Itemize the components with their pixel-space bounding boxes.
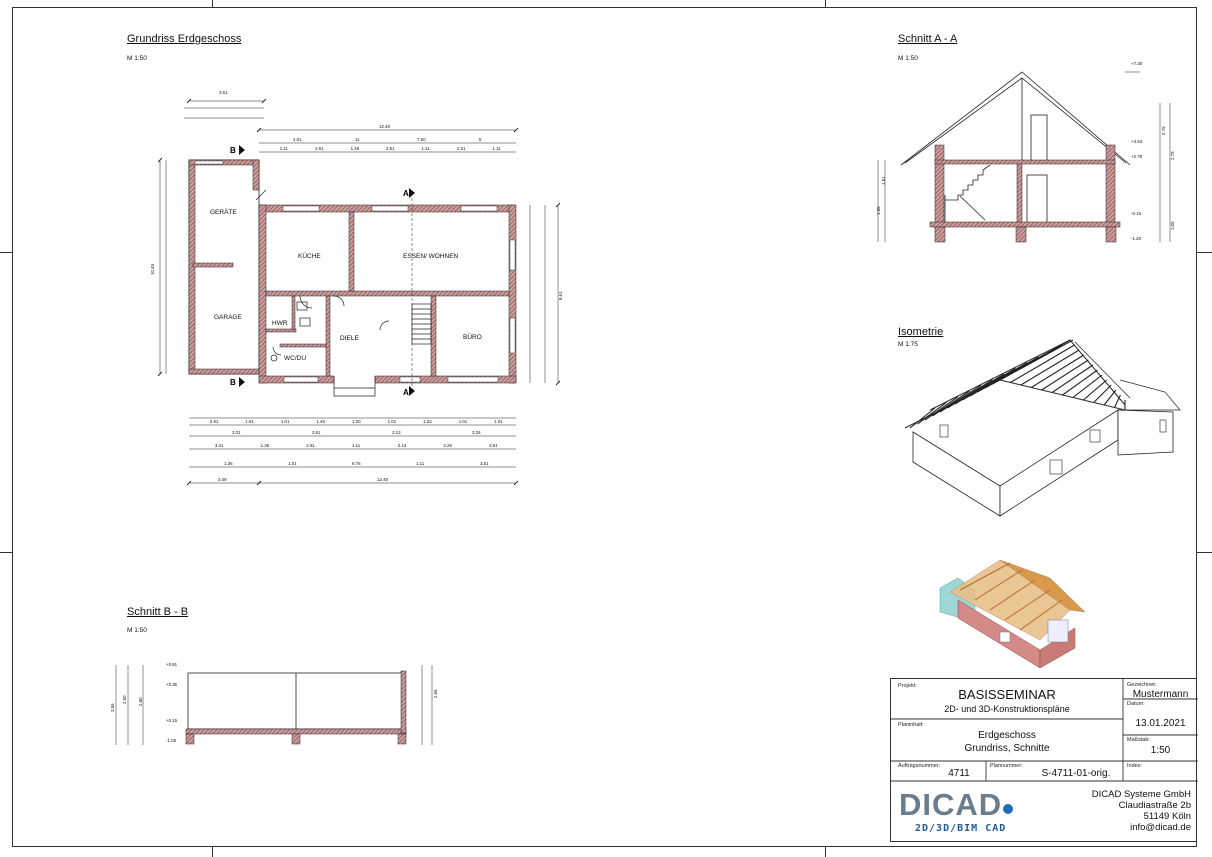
dicad-logo: DICAD <box>899 787 1003 822</box>
gezeichnet-label: Gezeichnet: <box>1127 682 1157 688</box>
dimension-label: 1.11 <box>416 461 425 466</box>
planinhalt-line1: Erdgeschoss <box>978 730 1036 741</box>
dimension-label: 1.24 <box>423 419 432 424</box>
dimension-label: 5 <box>479 137 482 142</box>
floorplan-title: Grundriss Erdgeschoss <box>127 33 242 45</box>
massstab-label: Maßstab: <box>1127 737 1150 743</box>
dim-bottom-garage: 3.49 <box>218 477 227 482</box>
dimension-label: 7.60 <box>417 137 426 142</box>
dimension-label: 1.11 <box>421 146 430 151</box>
section-aa-dimension: 1.81 <box>881 176 886 185</box>
dimension-label: 2.13 <box>392 430 401 435</box>
section-bb-dimension: +0.81 <box>166 662 178 667</box>
logo-dot-icon <box>1003 804 1013 814</box>
title-block <box>890 678 1197 842</box>
projekt-label: Projekt: <box>898 683 917 689</box>
projekt-subtitle: 2D- und 3D-Konstruktionspläne <box>944 704 1070 714</box>
section-bb-dimension: +0.35 <box>166 682 178 687</box>
dimension-label: 1.46 <box>350 146 360 151</box>
section-mark-b-top: B <box>230 146 236 155</box>
room-label-wcdu: WC/DU <box>284 355 307 362</box>
room-label-kueche: KÜCHE <box>298 253 321 260</box>
dimension-label: 1.36 <box>224 461 233 466</box>
section-aa-dimension: +2.78 <box>1131 154 1143 159</box>
dimension-label: 3.31 <box>214 443 224 448</box>
dim-top-total: 12.49 <box>379 124 390 129</box>
dimension-label: 1.01 <box>458 419 468 424</box>
section-aa-dimension: +7.35 <box>1131 61 1143 66</box>
section-aa-dimension: -0.15 <box>1131 211 1142 216</box>
dimension-label: 11 <box>355 137 360 142</box>
isometry-scale: M 1:75 <box>898 341 918 348</box>
section-aa-dimension: 1.55 <box>876 206 881 215</box>
planinhalt-label: Planinhalt: <box>898 722 924 728</box>
section-aa-dimension: 1.05 <box>1170 221 1175 230</box>
section-bb-title: Schnitt B - B <box>127 606 189 618</box>
dimension-label: 2.51 <box>315 146 324 151</box>
room-label-geraete: GERÄTE <box>210 209 237 216</box>
company-street: Claudiastraße 2b <box>1118 800 1191 811</box>
index-label: Index: <box>1127 763 1142 769</box>
dimension-label: 2.13 <box>397 443 407 448</box>
dimension-label: 1.11 <box>352 443 361 448</box>
room-label-diele: DIELE <box>340 335 359 342</box>
dimension-label: 2.26 <box>443 443 452 448</box>
dimension-label: 1.11 <box>279 146 288 151</box>
room-label-essen: ESSEN/ WOHNEN <box>403 253 459 260</box>
section-bb-dimension: 2.66 <box>433 689 438 698</box>
dimension-label: 2.61 <box>312 430 321 435</box>
section-aa-dimension: 2.75 <box>1170 151 1175 160</box>
dimension-label: 3.31 <box>232 430 241 435</box>
plannummer-value: S-4711-01-orig. <box>1041 768 1111 779</box>
section-bb-dimension: -1.05 <box>166 738 177 743</box>
gezeichnet-value: Mustermann <box>1132 689 1189 700</box>
section-aa-title: Schnitt A - A <box>898 33 958 45</box>
section-aa-dimension: 2.75 <box>1161 126 1166 135</box>
dimension-label: 3.51 <box>480 461 489 466</box>
dim-left-total: 10.49 <box>150 264 155 275</box>
section-aa-dimension: -1.20 <box>1131 236 1142 241</box>
datum-value: 13.01.2021 <box>1135 718 1186 729</box>
massstab-value: 1:50 <box>1150 745 1171 756</box>
section-bb-scale: M 1:50 <box>127 627 147 634</box>
dimension-label: 1.46 <box>316 419 325 424</box>
section-bb-dimension: 2.50 <box>138 697 143 706</box>
dimension-label: 1.01 <box>280 419 290 424</box>
section-aa-dimension: +3.53 <box>1131 139 1143 144</box>
dimension-label: 2.51 <box>209 419 219 424</box>
dimension-label: 2.51 <box>306 443 315 448</box>
dicad-logo-sub: 2D/3D/BIM CAD <box>915 823 1007 834</box>
room-label-buero: BÜRO <box>463 334 482 341</box>
section-mark-b-bottom: B <box>230 378 236 387</box>
plannummer-label: Plannummer: <box>990 763 1023 769</box>
dimension-label: 1.01 <box>494 419 503 424</box>
section-bb-dimension: 3.56 <box>110 703 115 712</box>
dimension-label: 3.51 <box>489 443 498 448</box>
section-bb-dimension: 2.50 <box>122 695 127 704</box>
planinhalt-line2: Grundriss, Schnitte <box>964 743 1050 754</box>
company-name: DICAD Systeme GmbH <box>1091 789 1191 800</box>
auftrag-value: 4711 <box>948 768 970 779</box>
dim-bottom-total: 12.49 <box>377 477 388 482</box>
section-mark-a-top: A <box>403 189 409 198</box>
dimension-label: 4.01 <box>293 137 302 142</box>
dim-right-total: 8.61 <box>558 291 563 300</box>
room-label-hwr: HWR <box>272 320 288 327</box>
datum-label: Datum: <box>1127 701 1145 707</box>
isometry-title: Isometrie <box>898 326 944 338</box>
dimension-label: 1.36 <box>260 443 270 448</box>
company-email: info@dicad.de <box>1130 822 1191 833</box>
section-bb-dimension: +0.15 <box>166 718 178 723</box>
projekt-name: BASISSEMINAR <box>958 687 1056 702</box>
dimension-label: 1.01 <box>288 461 297 466</box>
section-aa-scale: M 1:50 <box>898 55 918 62</box>
dim-top-garage: 3.61 <box>219 90 228 95</box>
dimension-label: 1.01 <box>387 419 397 424</box>
section-mark-a-bottom: A <box>403 388 409 397</box>
dimension-label: 1.11 <box>492 146 501 151</box>
floorplan-scale: M 1:50 <box>127 55 147 62</box>
dimension-label: 6.76 <box>352 461 361 466</box>
dimension-label: 1.00 <box>352 419 361 424</box>
dimension-label: 2.51 <box>456 146 466 151</box>
dimension-label: 3.26 <box>472 430 481 435</box>
dimension-label: 1.61 <box>245 419 254 424</box>
company-address <box>1061 789 1191 833</box>
room-label-garage: GARAGE <box>214 314 242 321</box>
company-city: 51149 Köln <box>1143 811 1191 822</box>
auftrag-label: Auftragsnummer: <box>898 763 941 769</box>
dimension-label: 2.51 <box>386 146 395 151</box>
